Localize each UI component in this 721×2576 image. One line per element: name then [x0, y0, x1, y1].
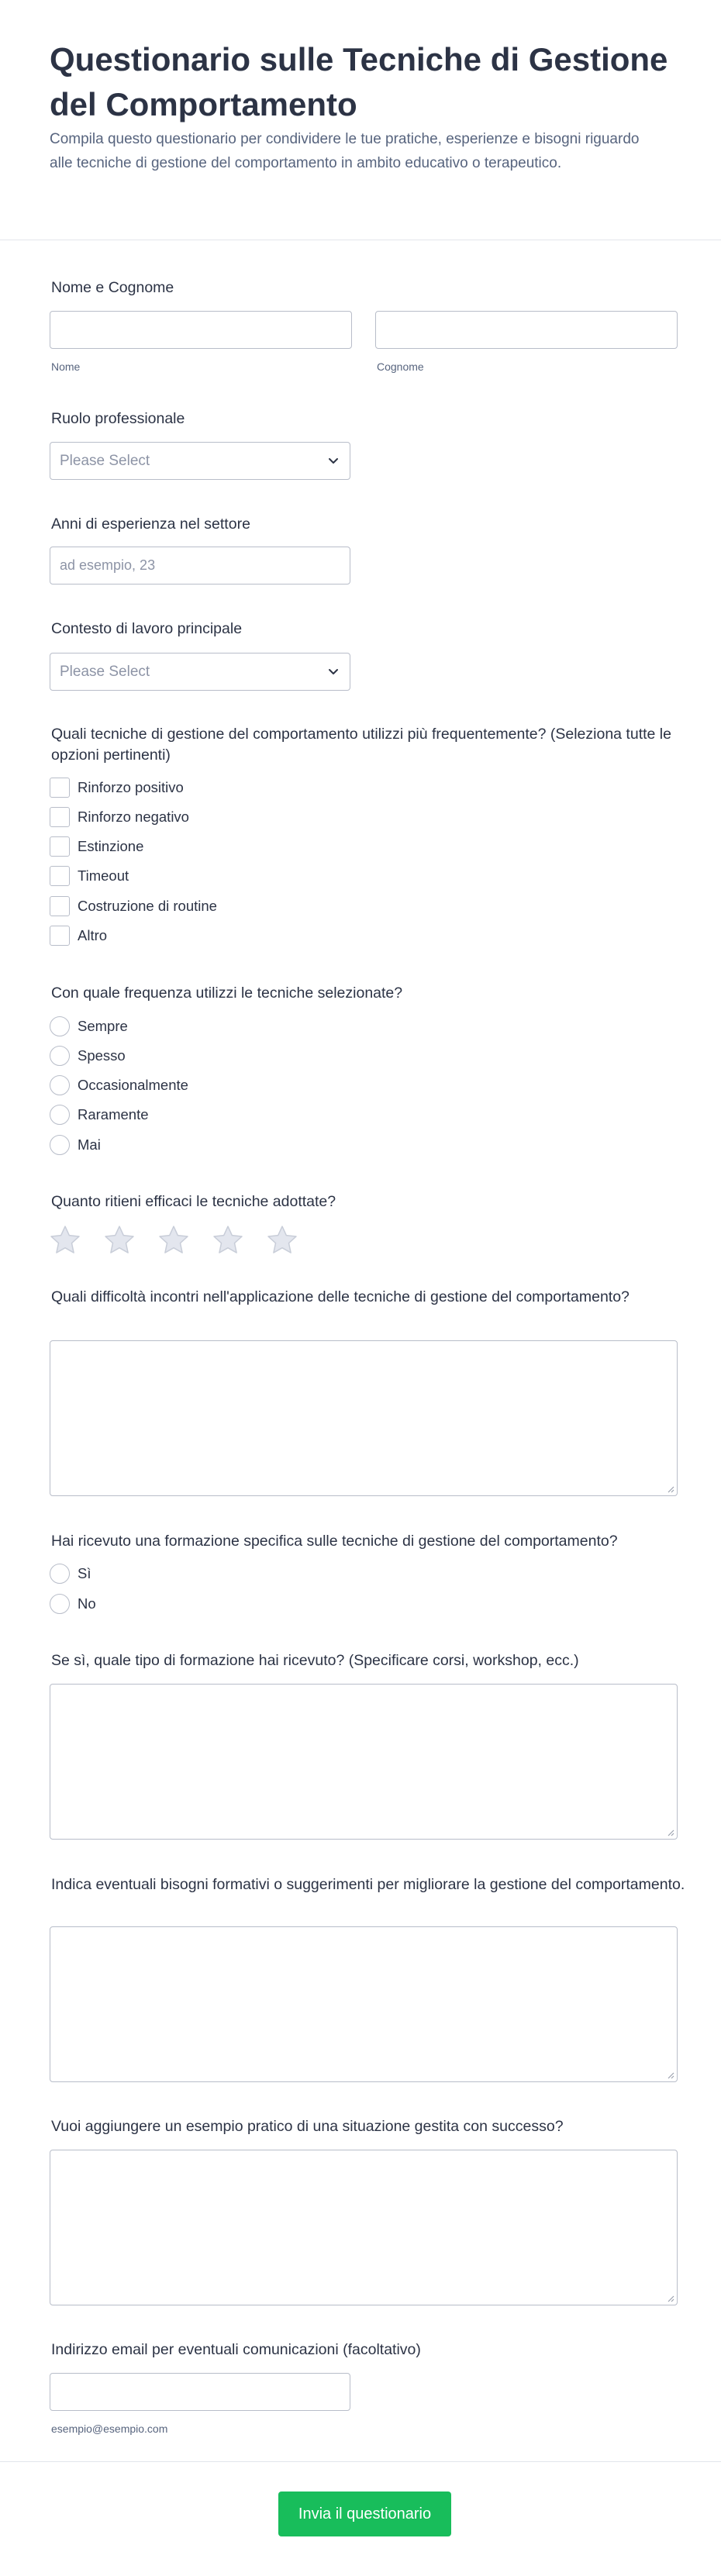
radio-button[interactable]: [50, 1594, 70, 1614]
example-label: Vuoi aggiungere un esempio pratico di una situazione gestita con successo?: [51, 2118, 564, 2135]
techniques-label: Quali tecniche di gestione del comportamento utilizzi più frequentemente? (Seleziona tutte le opzioni pertinenti): [51, 726, 671, 764]
technique-option[interactable]: [50, 807, 189, 827]
resize-handle-icon[interactable]: [666, 2294, 674, 2302]
email-input[interactable]: [50, 2373, 350, 2411]
chevron-down-icon: [326, 453, 340, 467]
role-select-value: Please Select: [60, 453, 150, 469]
needs-textarea[interactable]: [50, 1926, 678, 2082]
first-name-input[interactable]: [50, 311, 352, 349]
chevron-down-icon: [326, 664, 340, 678]
frequency-option[interactable]: [50, 1046, 126, 1066]
technique-option[interactable]: [50, 896, 217, 916]
role-label: Ruolo professionale: [51, 410, 185, 427]
frequency-option-label: Spesso: [78, 1047, 126, 1064]
radio-button[interactable]: [50, 1135, 70, 1155]
frequency-option-label: Raramente: [78, 1106, 149, 1122]
example-textarea[interactable]: [50, 2150, 678, 2305]
frequency-option[interactable]: [50, 1105, 149, 1125]
frequency-option[interactable]: [50, 1135, 101, 1155]
radio-button[interactable]: [50, 1564, 70, 1584]
submit-button[interactable]: Invia il questionario: [278, 2492, 451, 2536]
technique-option-label: Rinforzo negativo: [78, 809, 189, 825]
frequency-option-label: Sempre: [78, 1018, 128, 1034]
training-option-label: No: [78, 1595, 96, 1612]
context-select-value: Please Select: [60, 664, 150, 680]
technique-option[interactable]: [50, 926, 107, 946]
technique-option-label: Altro: [78, 927, 108, 943]
resize-handle-icon[interactable]: [666, 2071, 674, 2079]
page-subtitle: Compila questo questionario per condividere le tue pratiche, esperienze e bisogni riguardo alle tecniche di gestione del comportamento in ambito educativo o terapeutico.: [50, 131, 640, 171]
training-label: Hai ricevuto una formazione specifica sulle tecniche di gestione del comportamento?: [51, 1533, 618, 1550]
checkbox[interactable]: [50, 807, 70, 827]
name-label: Nome e Cognome: [51, 279, 174, 296]
star-icon[interactable]: [48, 1223, 82, 1257]
frequency-label: Con quale frequenza utilizzi le tecniche selezionate?: [51, 985, 403, 1002]
radio-button[interactable]: [50, 1046, 70, 1066]
technique-option-label: Estinzione: [78, 838, 144, 854]
training-option[interactable]: [50, 1594, 96, 1614]
frequency-option[interactable]: [50, 1016, 128, 1036]
difficulties-label: Quali difficoltà incontri nell'applicazione delle tecniche di gestione del comportamento?: [51, 1288, 630, 1305]
star-icon[interactable]: [265, 1223, 299, 1257]
star-icon[interactable]: [102, 1223, 136, 1257]
star-icon[interactable]: [211, 1223, 245, 1257]
training-type-label: Se sì, quale tipo di formazione hai ricevuto? (Specificare corsi, workshop, ecc.): [51, 1652, 579, 1669]
email-sublabel: esempio@esempio.com: [51, 2423, 168, 2435]
frequency-option-label: Occasionalmente: [78, 1077, 188, 1093]
role-select[interactable]: [50, 442, 350, 480]
technique-option-label: Costruzione di routine: [78, 898, 217, 914]
checkbox[interactable]: [50, 866, 70, 886]
last-name-input[interactable]: [375, 311, 678, 349]
technique-option-label: Rinforzo positivo: [78, 779, 184, 795]
resize-handle-icon[interactable]: [666, 1485, 674, 1493]
checkbox[interactable]: [50, 926, 70, 946]
technique-option[interactable]: [50, 866, 129, 886]
checkbox[interactable]: [50, 778, 70, 798]
checkbox[interactable]: [50, 896, 70, 916]
form-header: [0, 0, 721, 240]
technique-option[interactable]: [50, 836, 143, 857]
context-label: Contesto di lavoro principale: [51, 620, 243, 637]
training-option-label: Sì: [78, 1565, 91, 1581]
footer-divider: [0, 2461, 721, 2462]
frequency-option-label: Mai: [78, 1136, 101, 1153]
radio-button[interactable]: [50, 1016, 70, 1036]
experience-input[interactable]: [50, 547, 350, 585]
radio-button[interactable]: [50, 1075, 70, 1095]
technique-option-label: Timeout: [78, 867, 129, 884]
technique-option[interactable]: [50, 778, 184, 798]
checkbox[interactable]: [50, 836, 70, 857]
resize-handle-icon[interactable]: [666, 1828, 674, 1836]
first-name-sublabel: Nome: [51, 360, 81, 373]
training-option[interactable]: [50, 1564, 91, 1584]
page-title: Questionario sulle Tecniche di Gestione del Comportamento: [50, 41, 668, 122]
email-label: Indirizzo email per eventuali comunicazioni (facoltativo): [51, 2341, 421, 2358]
effectiveness-label: Quanto ritieni efficaci le tecniche adottate?: [51, 1193, 336, 1210]
context-select[interactable]: [50, 653, 350, 691]
radio-button[interactable]: [50, 1105, 70, 1125]
last-name-sublabel: Cognome: [377, 360, 424, 373]
training-type-textarea[interactable]: [50, 1684, 678, 1840]
difficulties-textarea[interactable]: [50, 1340, 678, 1496]
experience-label: Anni di esperienza nel settore: [51, 516, 250, 533]
star-icon[interactable]: [157, 1223, 191, 1257]
needs-label: Indica eventuali bisogni formativi o suggerimenti per migliorare la gestione del comportamento.: [51, 1876, 685, 1893]
frequency-option[interactable]: [50, 1075, 188, 1095]
